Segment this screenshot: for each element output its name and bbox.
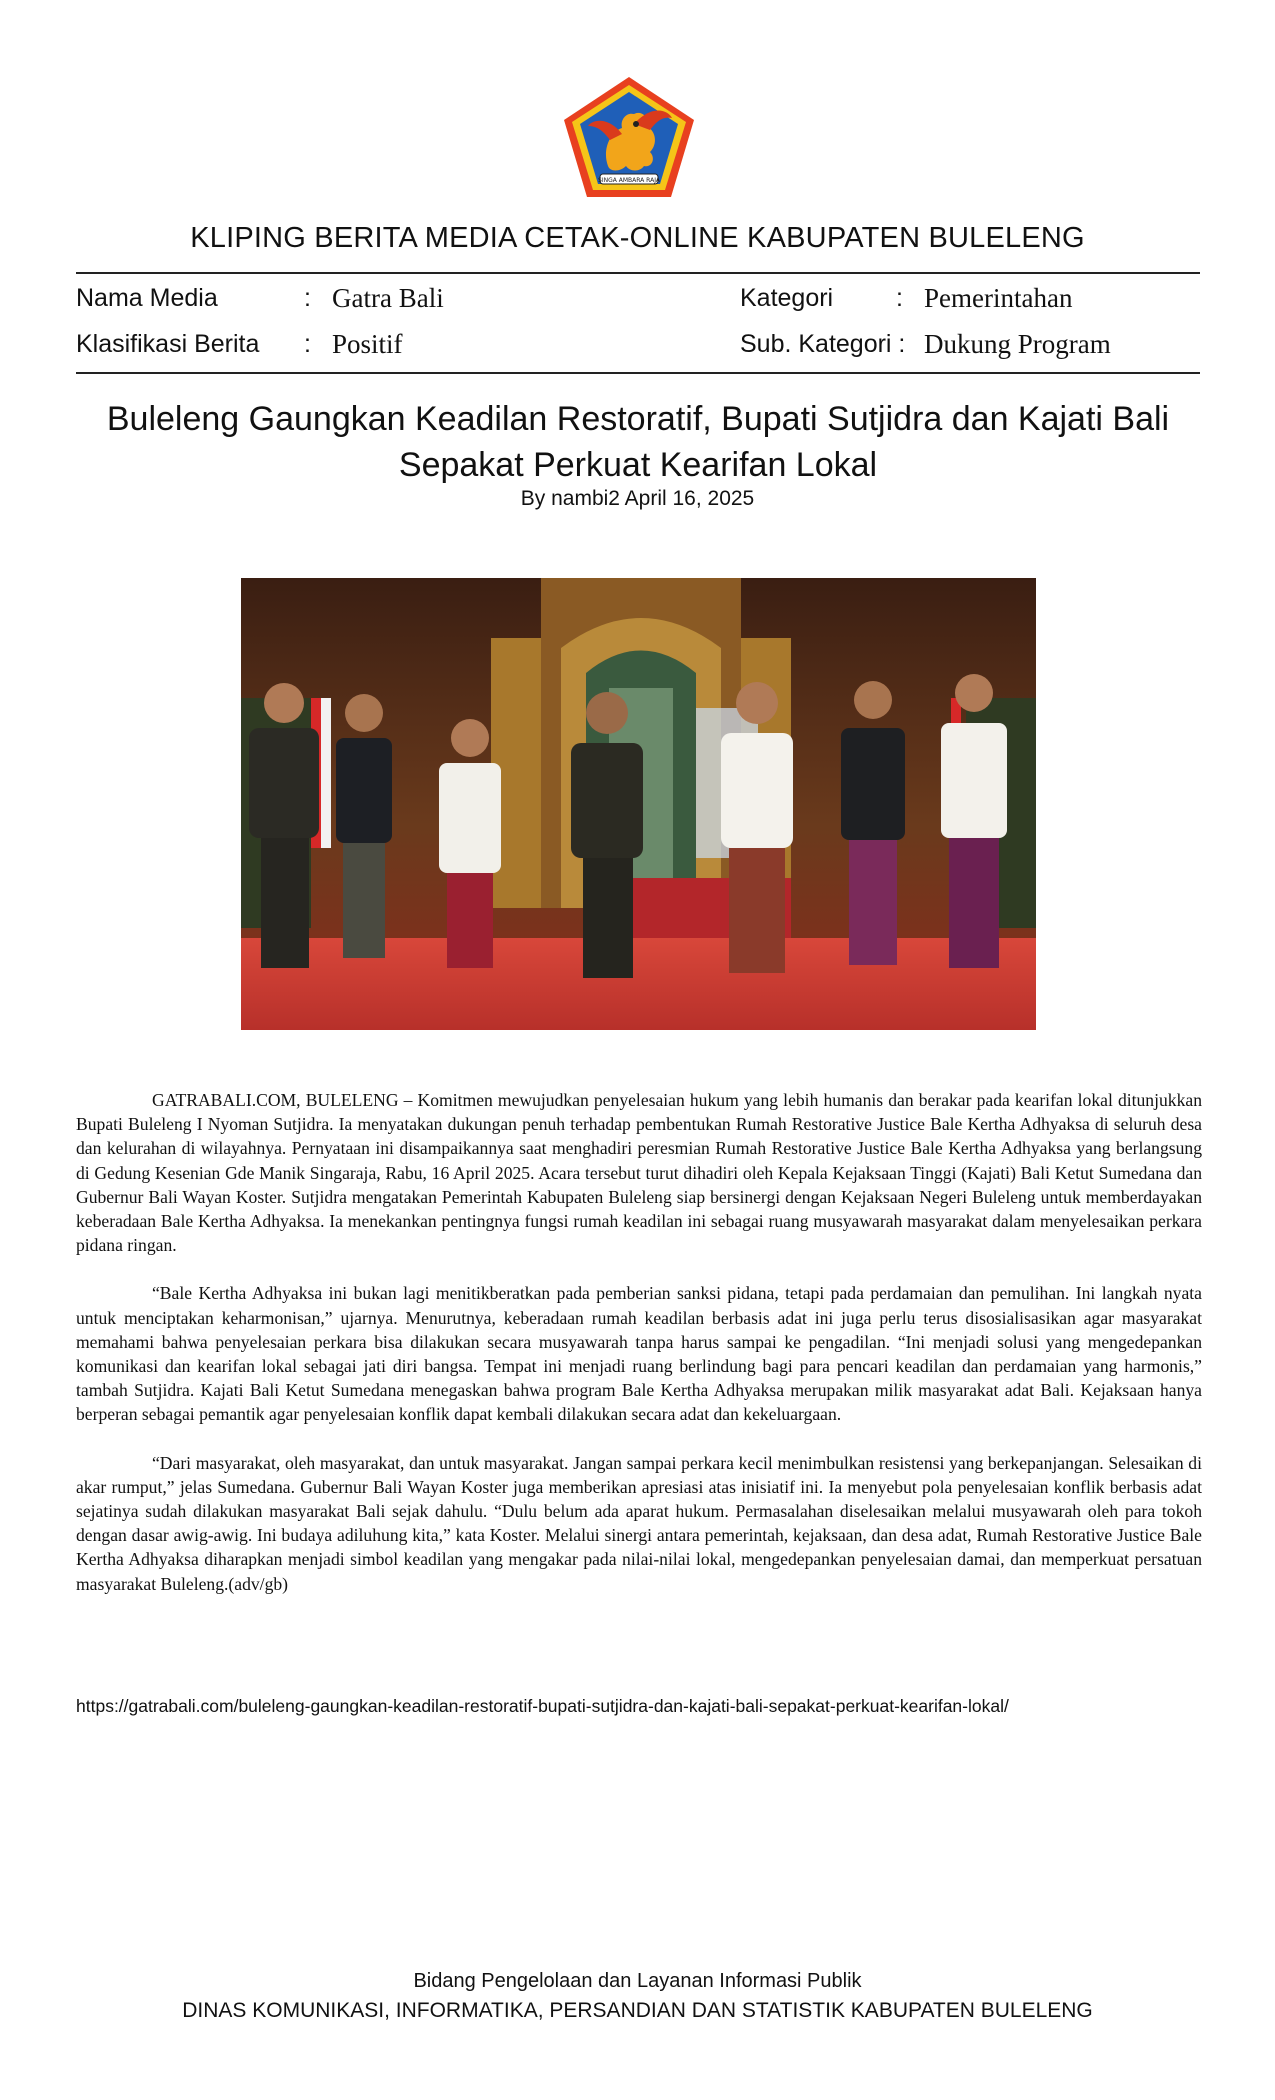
article-paragraph-2: “Bale Kertha Adhyaksa ini bukan lagi menitikberatkan pada pemberian sanksi pidana, tetapi pada perdamaian dan pemulihan. Ini langkah nyata untuk menciptakan keharmonisan,” ujarnya. Menurutnya, keberadaan rumah keadilan berbasis adat ini juga perlu terus disosialisasikan agar masyarakat memahami bahwa penyelesaian perkara bisa dilakukan secara musyawarah tanpa harus sampai ke pengadilan. “Ini menjadi solusi yang mengedepankan komunikasi dan kearifan lokal sebagai jati diri bangsa. Tempat ini menjadi ruang berlindung bagi para pencari keadilan dan perdamaian yang harmonis,” tambah Sutjidra. Kajati Bali Ketut Sumedana menegaskan bahwa program Bale Kertha Adhyaksa merupakan milik masyarakat adat Bali. Kejaksaan hanya berperan sebagai pemantik agar penyelesaian konflik dapat kembali dilakukan secara adat dan kekeluargaan. xyxy=(76,1283,1202,1425)
article-paragraph-3: “Dari masyarakat, oleh masyarakat, dan untuk masyarakat. Jangan sampai perkara kecil menimbulkan resistensi yang berkepanjangan. Selesaikan di akar rumput,” jelas Sumedana. Gubernur Bali Wayan Koster juga memberikan apresiasi atas inisiatif ini. Ia menyebut pola penyelesaian konflik berbasis adat sejatinya sudah dilakukan masyarakat Bali sejak dahulu. “Dulu belum ada aparat hukum. Permasalahan diselesaikan melalui musyawarah oleh para tokoh dengan dasar awig-awig. Ini budaya adiluhung kita,” kata Koster. Melalui sinergi antara pemerintah, kejaksaan, dan desa adat, Rumah Restorative Justice Bale Kertha Adhyaksa diharapkan menjadi simbol keadilan yang mengakar pada nilai-nilai lokal, mengedepankan penyelesaian damai, dan memperkuat persatuan masyarakat Buleleng.(adv/gb) xyxy=(76,1452,1202,1594)
headline-line-2: Sepakat Perkuat Kearifan Lokal xyxy=(398,446,878,484)
kategori-value: Pemerintahan xyxy=(924,283,1073,313)
ceremony-photo xyxy=(241,578,1036,1030)
header-divider-top xyxy=(76,272,1200,274)
logo-motto: SINGA AMBARA RAJA xyxy=(598,177,660,184)
headline-line-1: Buleleng Gaungkan Keadilan Restoratif, Bupati Sutjidra dan Kajati Bali xyxy=(106,400,1170,438)
kategori-label: Kategori xyxy=(740,284,834,312)
nama-media-value: Gatra Bali xyxy=(332,283,444,313)
article-byline: By nambi2 April 16, 2025 xyxy=(520,487,755,510)
footer-agency: DINAS KOMUNIKASI, INFORMATIKA, PERSANDIAN DAN STATISTIK KABUPATEN BULELENG xyxy=(182,1999,1093,2022)
sub-kategori-label: Sub. Kategori : xyxy=(740,330,906,358)
article-paragraph-1: GATRABALI.COM, BULELENG – Komitmen mewujudkan penyelesaian hukum yang lebih humanis dan berakar pada kearifan lokal ditunjukkan Bupati Buleleng I Nyoman Sutjidra. Ia menyatakan dukungan penuh terhadap pembentukan Rumah Restorative Justice Bale Kertha Adhyaksa di seluruh desa dan kelurahan di wilayahnya. Pernyataan ini disampaikannya saat menghadiri peresmian Rumah Restorative Justice Bale Kertha Adhyaksa yang berlangsung di Gedung Kesenian Gde Manik Singaraja, Rabu, 16 April 2025. Acara tersebut turut dihadiri oleh Kepala Kejaksaan Tinggi (Kajati) Bali Ketut Sumedana dan Gubernur Bali Wayan Koster. Sutjidra mengatakan Pemerintah Kabupaten Buleleng siap bersinergi dengan Kejaksaan Negeri Buleleng untuk memberdayakan keberadaan Bale Kertha Adhyaksa. Ia menekankan pentingnya fungsi rumah keadilan ini sebagai ruang musyawarah masyarakat dalam menyelesaikan perkara pidana ringan. xyxy=(76,1090,1202,1256)
nama-media-label: Nama Media xyxy=(76,284,218,312)
article-body xyxy=(76,1088,1202,1620)
article-headline xyxy=(76,396,1200,488)
klasifikasi-colon: : xyxy=(304,330,311,358)
sub-kategori-value: Dukung Program xyxy=(924,329,1111,359)
nama-media-colon: : xyxy=(304,284,311,312)
source-url: https://gatrabali.com/buleleng-gaungkan-keadilan-restoratif-bupati-sutjidra-dan-kajati-bali-sepakat-perkuat-kearifan-lokal/ xyxy=(76,1696,1009,1716)
header-divider-bottom xyxy=(76,372,1200,374)
footer-department: Bidang Pengelolaan dan Layanan Informasi Publik xyxy=(413,1970,862,1992)
kategori-colon: : xyxy=(896,284,903,312)
clipping-header-title: KLIPING BERITA MEDIA CETAK-ONLINE KABUPATEN BULELENG xyxy=(190,222,1085,254)
regency-logo xyxy=(560,74,698,200)
klasifikasi-value: Positif xyxy=(332,329,403,359)
klasifikasi-label: Klasifikasi Berita xyxy=(76,330,260,358)
winged-lion-emblem-icon xyxy=(560,74,698,200)
